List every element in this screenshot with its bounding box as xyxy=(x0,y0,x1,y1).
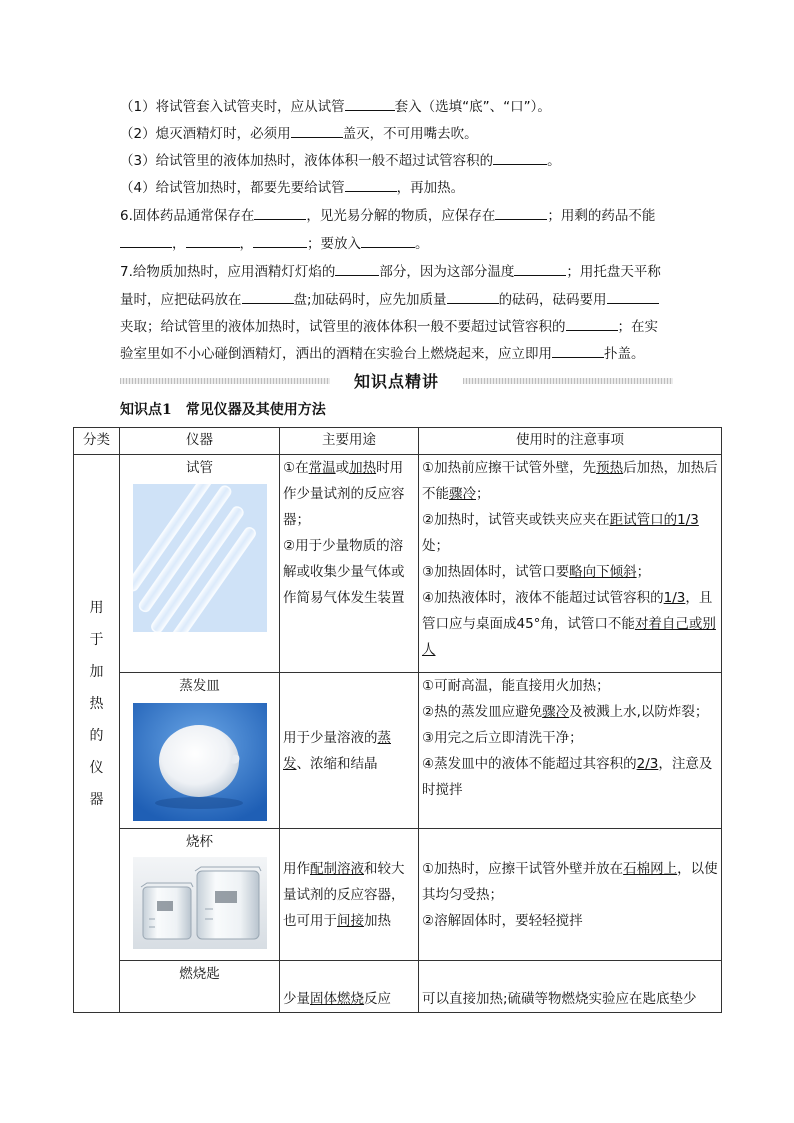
underlined-text: 石棉网上 xyxy=(623,860,678,877)
instrument-name: 烧杯 xyxy=(186,834,213,850)
text: （4）给试管加热时，都要先要给试管 xyxy=(120,180,345,196)
text: ； xyxy=(476,486,490,502)
text: 6.固体药品通常保存在 xyxy=(120,208,255,224)
note-item xyxy=(422,699,718,725)
text: ；在实 xyxy=(617,319,658,335)
text: ③加热固体时，试管口要 xyxy=(422,564,570,580)
text: ④蒸发皿中的液体不能超过其容积的 xyxy=(422,756,637,772)
text: 盖灭，不可用嘴去吹。 xyxy=(342,126,478,142)
table-row xyxy=(74,455,722,673)
text: 套入（选填“底”、“口”）。 xyxy=(394,99,551,115)
table-header-row xyxy=(74,428,722,455)
answer-blank[interactable] xyxy=(253,232,307,248)
underlined-text: 固体燃烧 xyxy=(310,991,364,1007)
text: ②热的蒸发皿应避免 xyxy=(422,704,543,720)
text: 部分，因为这部分温度 xyxy=(379,264,515,280)
note-item xyxy=(422,585,718,663)
answer-blank[interactable] xyxy=(335,260,379,276)
header-use: 主要用途 xyxy=(280,428,419,455)
text: 及被溅上水,以防炸裂； xyxy=(569,704,709,720)
note-item xyxy=(422,751,718,803)
instrument-cell xyxy=(120,455,280,673)
underlined-text: 略向下倾斜 xyxy=(569,564,637,580)
question-line-10 xyxy=(120,342,680,365)
underlined-text: 骤冷 xyxy=(449,486,476,502)
category-char: 加 xyxy=(89,663,104,680)
text: ①加热时，应擦干试管外壁并放在 xyxy=(422,860,624,877)
underlined-text: 预热 xyxy=(596,460,624,476)
category-cell xyxy=(74,455,120,1013)
section-header xyxy=(120,369,673,393)
question-line-3 xyxy=(120,149,680,172)
instrument-cell xyxy=(120,829,280,961)
text: 的砝码，砝码要用 xyxy=(498,292,607,308)
category-char: 仪 xyxy=(89,759,104,776)
use-item xyxy=(283,856,415,934)
question-line-5 xyxy=(120,204,680,227)
question-line-2 xyxy=(120,122,680,145)
header-category: 分类 xyxy=(74,428,120,455)
knowledge-point-heading: 知识点1 常见仪器及其使用方法 xyxy=(120,402,326,418)
text: 和较大量试剂的反应容器，也可用于 xyxy=(283,860,405,929)
text: ， xyxy=(239,236,253,252)
table-row xyxy=(74,673,722,829)
text: ，注意及时搅拌 xyxy=(422,756,713,798)
answer-blank[interactable] xyxy=(345,176,397,192)
question-line-1 xyxy=(120,95,680,118)
underlined-text: 蒸发 xyxy=(283,729,391,772)
text: ②加热时，试管夹或铁夹应夹在 xyxy=(422,512,610,528)
note-item xyxy=(422,507,718,559)
underlined-text: 2/3 xyxy=(636,756,659,772)
answer-blank[interactable] xyxy=(607,288,659,304)
underlined-text: 1/3 xyxy=(663,590,686,606)
answer-blank[interactable] xyxy=(493,149,547,165)
answer-blank[interactable] xyxy=(291,122,343,138)
category-char: 器 xyxy=(89,791,104,808)
table-row xyxy=(74,961,722,1013)
notes-cell xyxy=(419,829,722,961)
note-item: ①可耐高温，能直接用火加热； xyxy=(422,678,610,694)
text: 后加热，加热后不能 xyxy=(422,460,718,502)
text: 少量 xyxy=(283,991,310,1007)
text: 反应 xyxy=(364,991,391,1007)
category-label xyxy=(89,592,105,816)
text: 加热 xyxy=(364,912,391,929)
note-item: ③用完之后立即清洗干净； xyxy=(422,730,583,746)
underlined-text: 间接 xyxy=(337,912,364,929)
text: ； xyxy=(636,564,651,580)
text: 量时，应把砝码放在 xyxy=(120,292,242,308)
question-line-4 xyxy=(120,176,680,199)
test-tube-image xyxy=(133,484,267,632)
note-item: ②溶解固体时，要轻轻搅拌 xyxy=(422,912,583,929)
notes-cell xyxy=(419,455,722,673)
text: 盘;加砝码时，应先加质量 xyxy=(293,292,447,308)
text: ④加热液体时，液体不能超过试管容积的 xyxy=(422,590,664,606)
note-item: 可以直接加热;硫磺等物燃烧实验应在匙底垫少 xyxy=(422,991,697,1007)
notes-cell xyxy=(419,961,722,1013)
text: 。 xyxy=(415,236,429,252)
text: ，再加热。 xyxy=(396,180,465,196)
answer-blank[interactable] xyxy=(514,260,566,276)
question-line-8 xyxy=(120,288,680,311)
text: 夹取；给试管里的液体加热时，试管里的液体体积一般不要超过试管容积的 xyxy=(120,319,566,335)
text: 用于少量溶液的 xyxy=(283,729,378,746)
text: （1）将试管套入试管夹时，应从试管 xyxy=(120,99,345,115)
answer-blank[interactable] xyxy=(254,204,306,220)
category-char: 用 xyxy=(89,599,104,616)
text: ，以使其均匀受热； xyxy=(422,860,718,903)
answer-blank[interactable] xyxy=(566,315,618,331)
text: ①在 xyxy=(283,460,309,476)
text: ，见光易分解的物质，应保存在 xyxy=(306,208,496,224)
question-line-9 xyxy=(120,315,680,338)
underlined-text: 对着自己或别人 xyxy=(422,616,716,658)
use-cell xyxy=(280,961,419,1013)
evaporating-dish-image xyxy=(133,703,267,821)
text: （2）熄灭酒精灯时，必须用 xyxy=(120,126,291,142)
text: ；用托盘天平称 xyxy=(566,264,661,280)
underlined-text: 加热 xyxy=(349,460,377,476)
section-title: 知识点精讲 xyxy=(353,372,439,391)
notes-cell xyxy=(419,673,722,829)
use-item xyxy=(283,725,415,777)
text: 或 xyxy=(335,460,350,476)
note-item xyxy=(422,455,718,507)
underlined-text: 常温 xyxy=(308,460,336,476)
answer-blank[interactable] xyxy=(186,232,240,248)
text: ，且管口应与桌面成45°角，试管口不能 xyxy=(422,590,713,632)
answer-blank[interactable] xyxy=(120,232,172,248)
text: ；要放入 xyxy=(307,236,361,252)
text: （3）给试管里的液体加热时，液体体积一般不超过试管容积的 xyxy=(120,153,494,169)
instrument-name: 蒸发皿 xyxy=(179,678,220,694)
header-instrument: 仪器 xyxy=(120,428,280,455)
instrument-table xyxy=(73,427,722,1013)
text: ；用剩的药品不能 xyxy=(547,208,656,224)
use-cell xyxy=(280,673,419,829)
beaker-image xyxy=(133,857,267,949)
text: 扑盖。 xyxy=(604,346,645,362)
text: 用作 xyxy=(283,860,310,877)
header-notes: 使用时的注意事项 xyxy=(419,428,722,455)
use-cell xyxy=(280,829,419,961)
use-item xyxy=(283,986,415,1012)
text: 、浓缩和结晶 xyxy=(296,755,378,772)
underlined-text: 距试管口的1/3 xyxy=(609,512,699,528)
use-item: ②用于少量物质的溶解或收集少量气体或作简易气体发生装置 xyxy=(283,538,405,606)
answer-blank[interactable] xyxy=(345,95,395,111)
use-cell xyxy=(280,455,419,673)
instrument-cell xyxy=(120,673,280,829)
text: 验室里如不小心碰倒酒精灯，洒出的酒精在实验台上燃烧起来，应立即用 xyxy=(120,346,552,362)
instrument-name: 试管 xyxy=(186,460,213,476)
answer-blank[interactable] xyxy=(361,232,415,248)
text: 处； xyxy=(422,538,449,554)
instrument-name: 燃烧匙 xyxy=(179,966,220,982)
note-item xyxy=(422,856,718,908)
text: 时用作少量试剂的反应容器； xyxy=(283,460,405,528)
category-char: 于 xyxy=(89,631,104,648)
category-char: 热 xyxy=(89,695,104,712)
note-item xyxy=(422,559,718,585)
instrument-cell xyxy=(120,961,280,1013)
text: 。 xyxy=(547,153,561,169)
underlined-text: 配制溶液 xyxy=(310,860,364,877)
use-item xyxy=(283,455,415,533)
answer-blank[interactable] xyxy=(495,204,547,220)
text: ， xyxy=(172,236,186,252)
answer-blank[interactable] xyxy=(552,342,604,358)
answer-blank[interactable] xyxy=(447,288,499,304)
question-line-6 xyxy=(120,232,680,255)
category-char: 的 xyxy=(89,727,104,744)
text: 7.给物质加热时，应用酒精灯灯焰的 xyxy=(120,264,336,280)
answer-blank[interactable] xyxy=(242,288,294,304)
underlined-text: 骤冷 xyxy=(542,704,570,720)
table-row xyxy=(74,829,722,961)
text: ①加热前应擦干试管外壁，先 xyxy=(422,460,597,476)
question-line-7 xyxy=(120,260,680,283)
